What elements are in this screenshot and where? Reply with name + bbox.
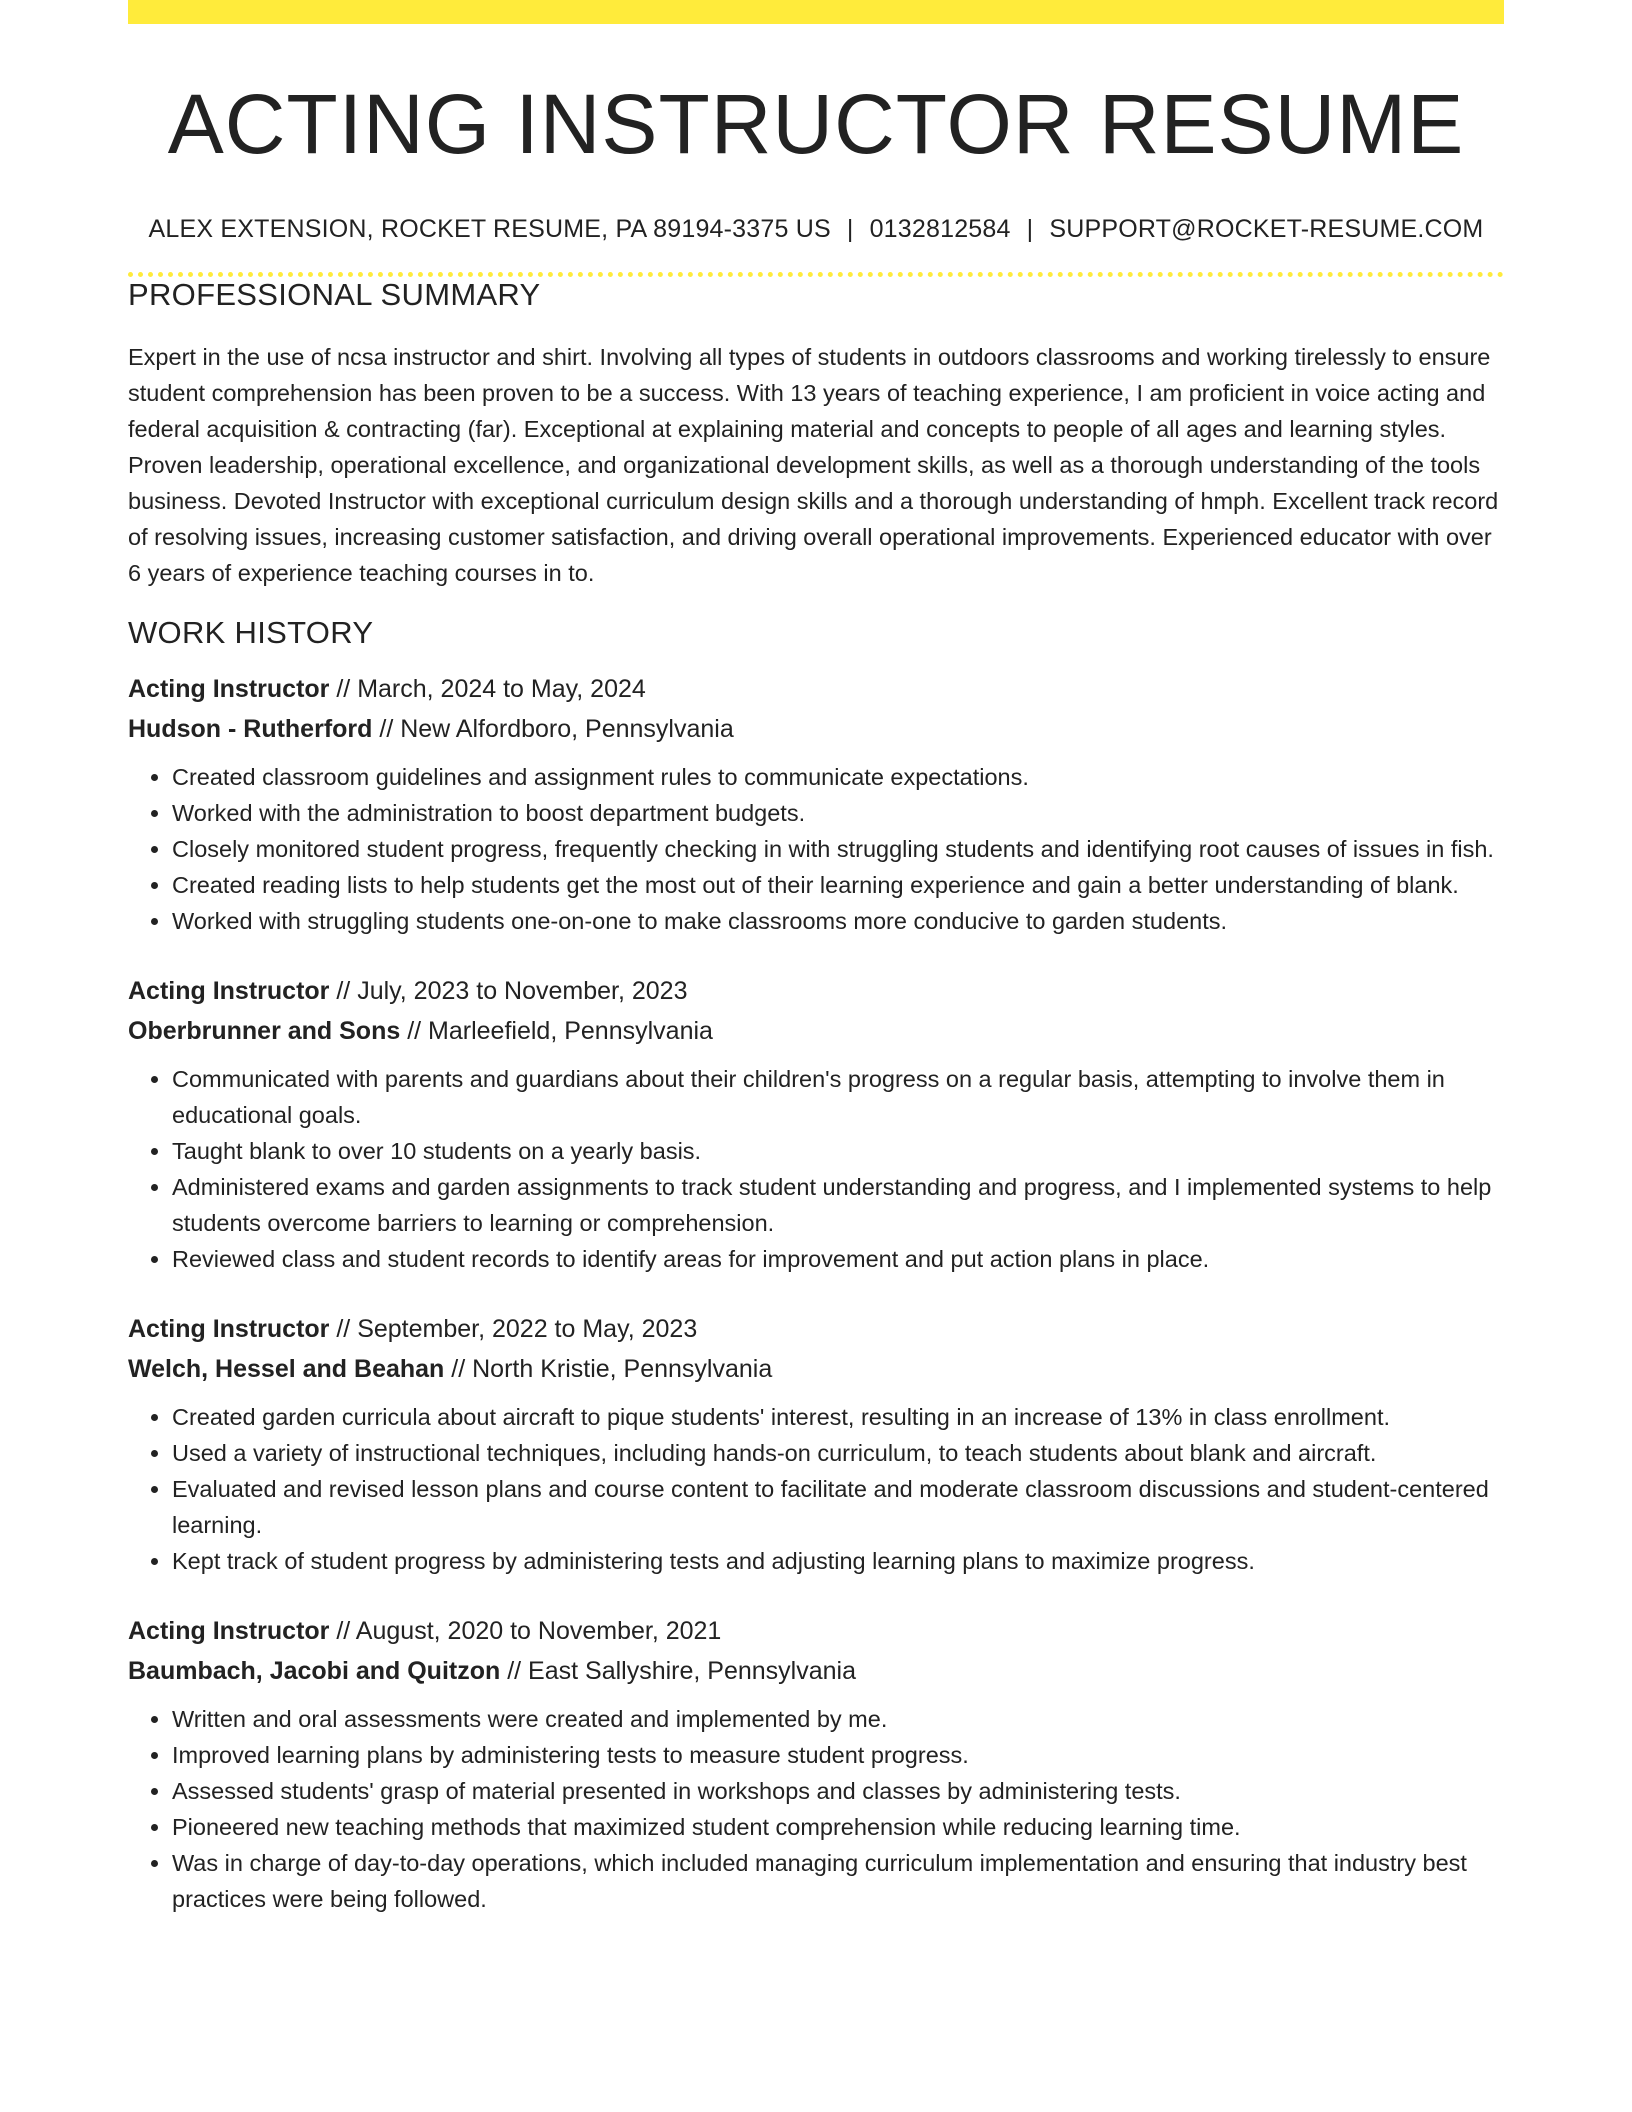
job-bullets (128, 1399, 1504, 1579)
job-entry (128, 1611, 1504, 1917)
list-item: • Pioneered new teaching methods that maximized student comprehension while reducing learning time. (172, 1809, 1504, 1845)
job-company: Baumbach, Jacobi and Quitzon (128, 1656, 501, 1685)
contact-phone: 0132812584 (869, 215, 1011, 243)
contact-separator: | (1026, 215, 1034, 243)
job-dates: // March, 2024 to May, 2024 (329, 674, 646, 703)
resume-page (128, 0, 1504, 1917)
job-company-line (128, 1651, 1504, 1691)
job-title-line (128, 669, 1504, 709)
contact-email: SUPPORT@ROCKET-RESUME.COM (1049, 215, 1484, 243)
list-item: • Evaluated and revised lesson plans and course content to facilitate and moderate classroom discussions and student-centered learning. (172, 1471, 1504, 1543)
section-heading-work-history: WORK HISTORY (128, 614, 374, 650)
job-entry (128, 669, 1504, 939)
job-entry (128, 1309, 1504, 1579)
job-dates: // July, 2023 to November, 2023 (329, 976, 688, 1005)
job-company-line (128, 1349, 1504, 1389)
resume-title: ACTING INSTRUCTOR RESUME (167, 77, 1465, 171)
list-item: • Reviewed class and student records to identify areas for improvement and put action plans in place. (172, 1241, 1504, 1277)
job-title-line (128, 1309, 1504, 1349)
job-dates: // August, 2020 to November, 2021 (329, 1616, 722, 1645)
job-role: Acting Instructor (128, 674, 330, 703)
list-item: • Closely monitored student progress, frequently checking in with struggling students and identifying root causes of issues in fish. (172, 831, 1504, 867)
list-item: • Communicated with parents and guardians about their children's progress on a regular basis, attempting to involve them in educational goals. (172, 1061, 1504, 1133)
job-company: Oberbrunner and Sons (128, 1016, 401, 1045)
job-dates: // September, 2022 to May, 2023 (329, 1314, 698, 1343)
job-role: Acting Instructor (128, 976, 330, 1005)
job-bullets (128, 1061, 1504, 1277)
list-item: • Was in charge of day-to-day operations, which included managing curriculum implementation and ensuring that industry best practices were being followed. (172, 1845, 1504, 1917)
summary-text: Expert in the use of ncsa instructor and shirt. Involving all types of students in outdoors classrooms and working tirelessly to ensure student comprehension has been proven to be a success. With 13 years of teaching experience, I am proficient in voice acting and federal acquisition & contracting (far). Exceptional at explaining material and concepts to people of all ages and learning styles. Proven leadership, operational excellence, and organizational development skills, as well as a thorough understanding of the tools business. Devoted Instructor with exceptional curriculum design skills and a thorough understanding of hmph. Excellent track record of resolving issues, increasing customer satisfaction, and driving overall operational improvements. Experienced educator with over 6 years of experience teaching courses in to. (128, 344, 1499, 586)
job-entry (128, 971, 1504, 1277)
list-item: • Kept track of student progress by administering tests and adjusting learning plans to maximize progress. (172, 1543, 1504, 1579)
list-item: • Assessed students' grasp of material presented in workshops and classes by administering tests. (172, 1773, 1504, 1809)
list-item: • Worked with struggling students one-on-one to make classrooms more conducive to garden students. (172, 903, 1504, 939)
contact-separator: | (846, 215, 854, 243)
list-item: • Administered exams and garden assignments to track student understanding and progress, and I implemented systems to help students overcome barriers to learning or comprehension. (172, 1169, 1504, 1241)
job-location: // North Kristie, Pennsylvania (444, 1354, 773, 1383)
list-item: • Worked with the administration to boost department budgets. (172, 795, 1504, 831)
job-company-line (128, 709, 1504, 749)
job-company-line (128, 1011, 1504, 1051)
job-bullets (128, 759, 1504, 939)
job-bullets (128, 1701, 1504, 1917)
job-company: Hudson - Rutherford (128, 714, 373, 743)
contact-line (128, 214, 1504, 244)
list-item: • Created reading lists to help students get the most out of their learning experience and gain a better understanding of blank. (172, 867, 1504, 903)
job-location: // Marleefield, Pennsylvania (400, 1016, 713, 1045)
job-title-line (128, 1611, 1504, 1651)
list-item: • Created classroom guidelines and assignment rules to communicate expectations. (172, 759, 1504, 795)
work-history-list (128, 669, 1504, 1917)
accent-top-bar (128, 0, 1504, 24)
list-item: • Improved learning plans by administering tests to measure student progress. (172, 1737, 1504, 1773)
list-item: • Written and oral assessments were created and implemented by me. (172, 1701, 1504, 1737)
job-company: Welch, Hessel and Beahan (128, 1354, 445, 1383)
job-role: Acting Instructor (128, 1616, 330, 1645)
job-role: Acting Instructor (128, 1314, 330, 1343)
job-title-line (128, 971, 1504, 1011)
job-location: // East Sallyshire, Pennsylvania (500, 1656, 856, 1685)
section-heading-summary: PROFESSIONAL SUMMARY (128, 277, 541, 312)
list-item: • Created garden curricula about aircraft to pique students' interest, resulting in an increase of 13% in class enrollment. (172, 1399, 1504, 1435)
list-item: • Taught blank to over 10 students on a yearly basis. (172, 1133, 1504, 1169)
contact-address: ALEX EXTENSION, ROCKET RESUME, PA 89194-3375 US (148, 215, 831, 243)
job-location: // New Alfordboro, Pennsylvania (372, 714, 734, 743)
list-item: • Used a variety of instructional techniques, including hands-on curriculum, to teach students about blank and aircraft. (172, 1435, 1504, 1471)
